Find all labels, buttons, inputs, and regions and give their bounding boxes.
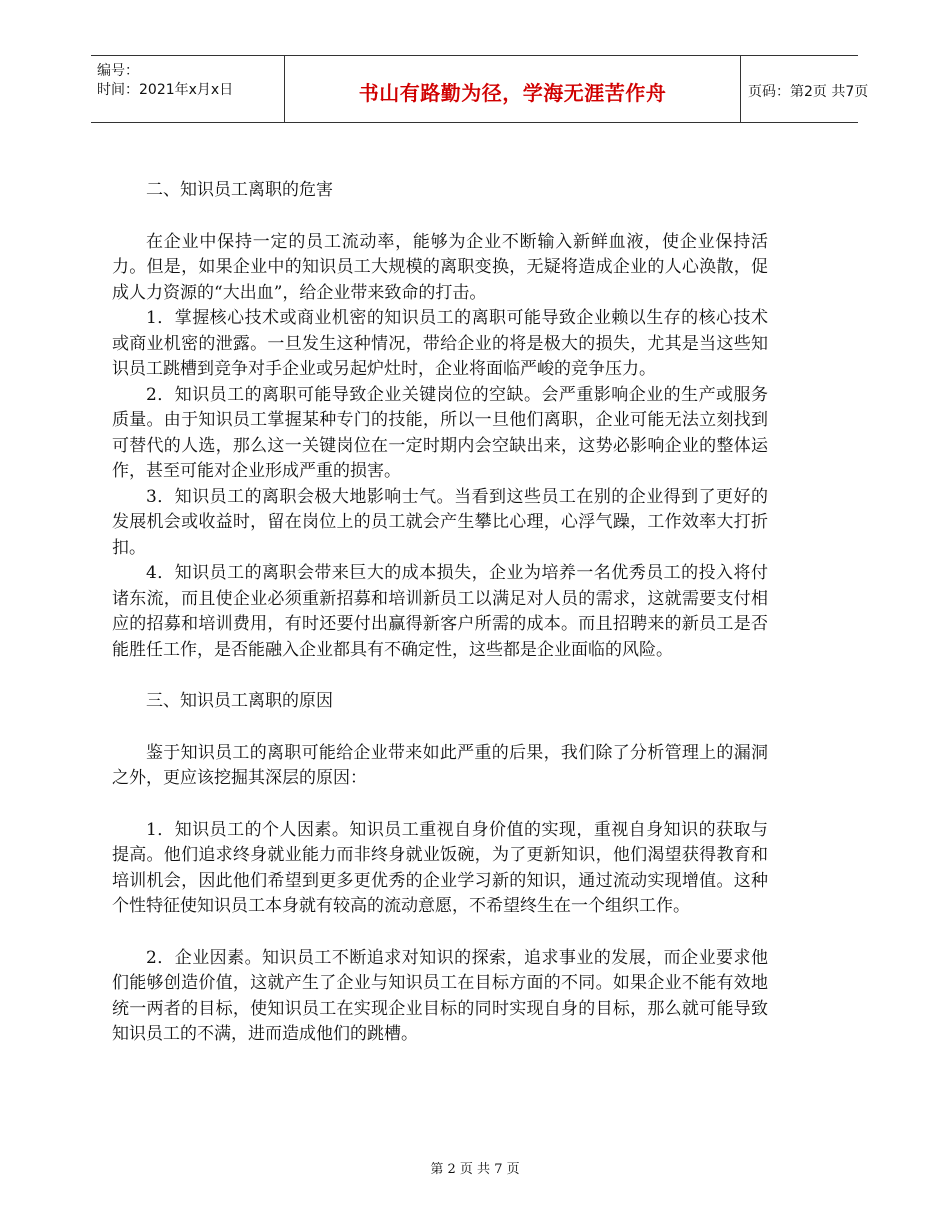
header-meta: [91, 56, 284, 122]
header-motto: 书山有路勤为径，学海无涯苦作舟: [358, 81, 667, 105]
paragraph: 2．企业因素。知识员工不断追求对知识的探索，追求事业的发展，而企业要求他们能够创造价值，这就产生了企业与知识员工在目标方面的不同。如果企业不能有效地统一两者的目标，使知识员工在实现企业目标的同时实现自身的目标，那么就可能导致知识员工的不满，进而造成他们的跳槽。: [112, 947, 768, 1044]
page-footer: 第 2 页 共 7 页: [430, 1162, 520, 1177]
paragraph: 鉴于知识员工的离职可能给企业带来如此严重的后果，我们除了分析管理上的漏洞之外，更应该挖掘其深层的原因：: [112, 742, 768, 788]
document-number-label: 编号：: [97, 63, 139, 79]
paragraph: 4．知识员工的离职会带来巨大的成本损失，企业为培养一名优秀员工的投入将付诸东流，而且使企业必须重新招募和培训新员工以满足对人员的需求，这就需要支付相应的招募和培训费用，有时还要付出赢得新客户所需的成本。而且招聘来的新员工是否能胜任工作，是否能融入企业都具有不确定性，这些都是企业面临的风险。: [112, 563, 768, 660]
section-heading-harms: 二、知识员工离职的危害: [146, 180, 333, 200]
document-body: [112, 178, 768, 1048]
header-page-cell: [740, 56, 869, 122]
paragraph: 1．掌握核心技术或商业机密的知识员工的离职可能导致企业赖以生存的核心技术或商业机密的泄露。一旦发生这种情况，带给企业的将是极大的损失，尤其是当这些知识员工跳槽到竞争对手企业或另起炉灶时，企业将面临严峻的竞争压力。: [112, 308, 768, 379]
paragraph: 3．知识员工的离职会极大地影响士气。当看到这些员工在别的企业得到了更好的发展机会或收益时，留在岗位上的员工就会产生攀比心理，心浮气躁，工作效率大打折扣。: [112, 486, 768, 558]
header-motto-cell: [284, 56, 741, 122]
paragraph: 在企业中保持一定的员工流动率，能够为企业不断输入新鲜血液，使企业保持活力。但是，如果企业中的知识员工大规模的离职变换，无疑将造成企业的人心涣散，促成人力资源的“大出血”，给企业带来致命的打击。: [112, 231, 768, 303]
paragraph: 2．知识员工的离职可能导致企业关键岗位的空缺。会严重影响企业的生产或服务质量。由于知识员工掌握某种专门的技能，所以一旦他们离职，企业可能无法立刻找到可替代的人选，那么这一关键岗位在一定时期内会空缺出来，这势必影响企业的整体运作，甚至可能对企业形成严重的损害。: [112, 384, 768, 481]
section-heading-causes: 三、知识员工离职的原因: [146, 691, 333, 711]
header-page-info: 页码：第2页 共7页: [748, 84, 869, 100]
paragraph: 1．知识员工的个人因素。知识员工重视自身价值的实现，重视自身知识的获取与提高。他们追求终身就业能力而非终身就业饭碗，为了更新知识，他们渴望获得教育和培训机会，因此他们希望到更多更优秀的企业学习新的知识，通过流动实现增值。这种个性特征使知识员工本身就有较高的流动意愿，不希望终生在一个组织工作。: [112, 819, 768, 916]
page-header: [91, 55, 869, 123]
document-date: 时间：2021年x月x日: [97, 82, 234, 98]
